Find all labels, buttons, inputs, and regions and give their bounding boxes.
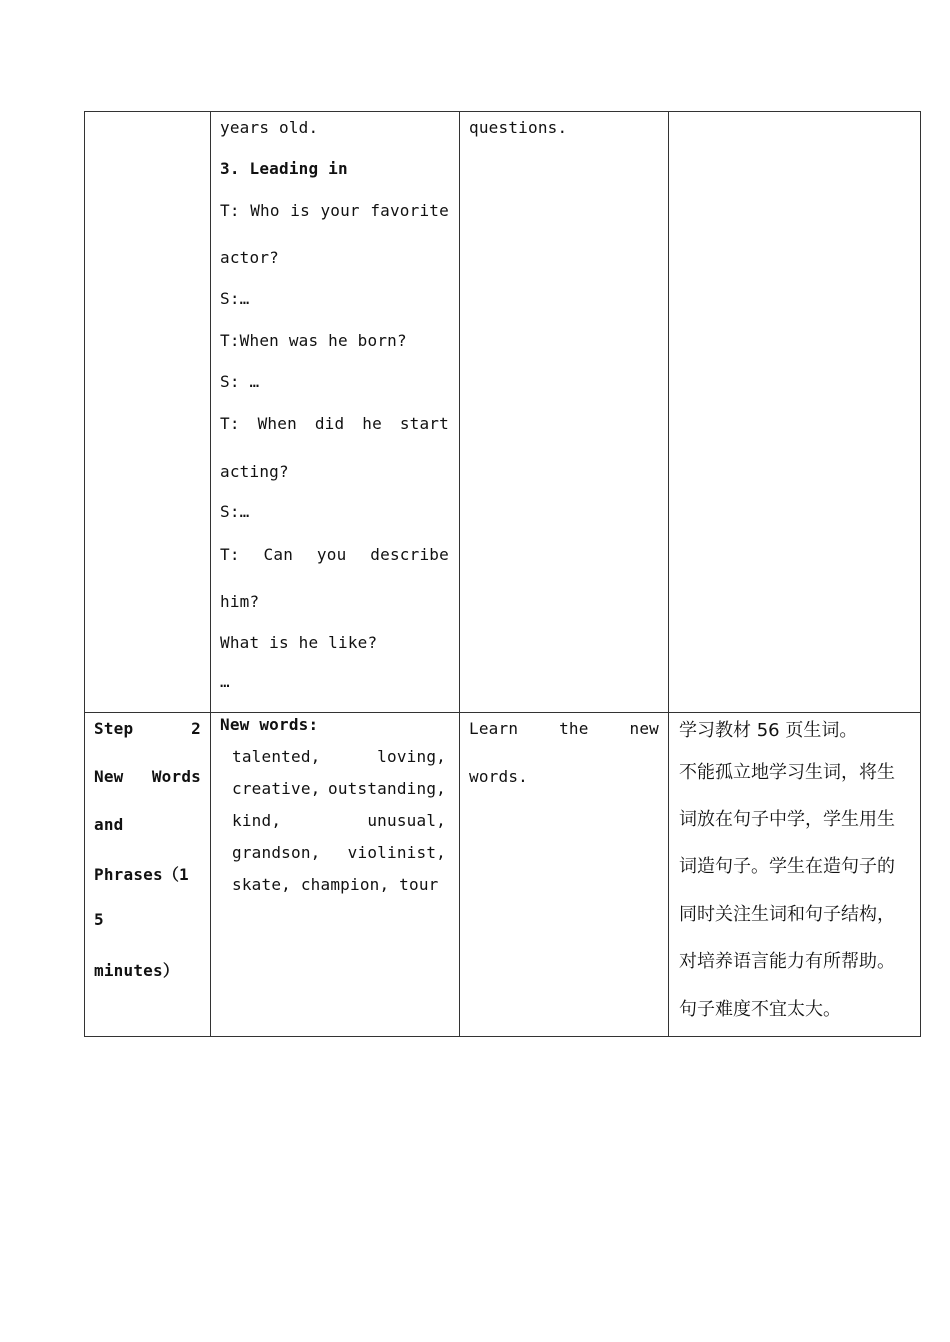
lesson-plan-table bbox=[84, 111, 921, 1037]
content-line: actor? bbox=[220, 248, 279, 267]
new-words-heading: New words: bbox=[220, 715, 319, 734]
word: T: bbox=[220, 414, 240, 433]
content-line: T:When was he born? bbox=[220, 331, 407, 350]
content-line: S:… bbox=[220, 502, 250, 521]
word: loving, bbox=[377, 747, 446, 766]
step-label bbox=[94, 767, 201, 786]
word: he bbox=[362, 414, 382, 433]
row1-content-cell bbox=[211, 112, 459, 712]
section-heading: 3. Leading in bbox=[220, 159, 348, 178]
content-line: S: … bbox=[220, 372, 260, 391]
row2-activity-cell bbox=[460, 713, 668, 1036]
purpose-text: 同时关注生词和句子结构， bbox=[679, 904, 895, 925]
content-line: S:… bbox=[220, 289, 250, 308]
word: kind, bbox=[232, 811, 282, 830]
row2-purpose-cell bbox=[669, 713, 920, 1036]
word: Can bbox=[263, 545, 294, 564]
word: did bbox=[314, 414, 345, 433]
table-border-right bbox=[920, 111, 921, 1037]
word: start bbox=[399, 414, 449, 433]
new-words-line bbox=[232, 843, 446, 862]
word: describe bbox=[370, 545, 449, 564]
purpose-text: 词造句子。学生在造句子的 bbox=[679, 856, 895, 877]
word: grandson, bbox=[232, 843, 321, 862]
step-label: 5 bbox=[94, 910, 104, 929]
word: Learn bbox=[469, 719, 519, 738]
new-words-line bbox=[232, 779, 446, 798]
word: Words bbox=[151, 767, 201, 786]
row2-step-cell bbox=[85, 713, 210, 1036]
new-words-line bbox=[232, 747, 446, 766]
purpose-text: 不能孤立地学习生词，将生 bbox=[679, 762, 895, 783]
row2-content-cell bbox=[211, 713, 459, 1036]
activity-text: words. bbox=[469, 767, 528, 786]
word: T: bbox=[220, 201, 240, 220]
content-line: … bbox=[220, 672, 230, 691]
word: New bbox=[94, 767, 124, 786]
content-line bbox=[220, 414, 449, 433]
activity-text: questions. bbox=[469, 118, 568, 137]
row1-activity-cell bbox=[460, 112, 668, 712]
word: unusual, bbox=[367, 811, 446, 830]
word: When bbox=[257, 414, 297, 433]
word: Who bbox=[250, 201, 280, 220]
word: violinist, bbox=[347, 843, 446, 862]
word: 2 bbox=[191, 719, 201, 738]
step-label bbox=[94, 719, 201, 738]
new-words-line bbox=[232, 811, 446, 830]
word: creative, bbox=[232, 779, 321, 798]
new-words-line: skate, champion, tour bbox=[232, 875, 439, 894]
word: Phrases（1 bbox=[94, 865, 189, 884]
word: your bbox=[320, 201, 360, 220]
purpose-text: 词放在句子中学，学生用生 bbox=[679, 809, 895, 830]
content-line: him? bbox=[220, 592, 260, 611]
content-line: acting? bbox=[220, 462, 289, 481]
word: new bbox=[629, 719, 659, 738]
word: you bbox=[316, 545, 347, 564]
word: talented, bbox=[232, 747, 321, 766]
word: outstanding, bbox=[328, 779, 446, 798]
word: is bbox=[290, 201, 310, 220]
word: favorite bbox=[370, 201, 449, 220]
row1-step-cell bbox=[85, 112, 210, 712]
content-line: What is he like? bbox=[220, 633, 378, 652]
activity-text bbox=[469, 719, 659, 738]
step-label: and bbox=[94, 815, 124, 834]
content-line bbox=[220, 201, 449, 220]
content-line: years old. bbox=[220, 118, 319, 137]
purpose-text: 对培养语言能力有所帮助。 bbox=[679, 951, 895, 972]
purpose-text: 学习教材 56 页生词。 bbox=[679, 720, 858, 741]
word: T: bbox=[220, 545, 240, 564]
purpose-text: 句子难度不宜太大。 bbox=[679, 999, 841, 1020]
step-label bbox=[94, 862, 201, 885]
row1-purpose-cell bbox=[669, 112, 920, 712]
content-line bbox=[220, 545, 449, 564]
word: the bbox=[559, 719, 589, 738]
word: Step bbox=[94, 719, 134, 738]
step-label: minutes） bbox=[94, 961, 180, 980]
